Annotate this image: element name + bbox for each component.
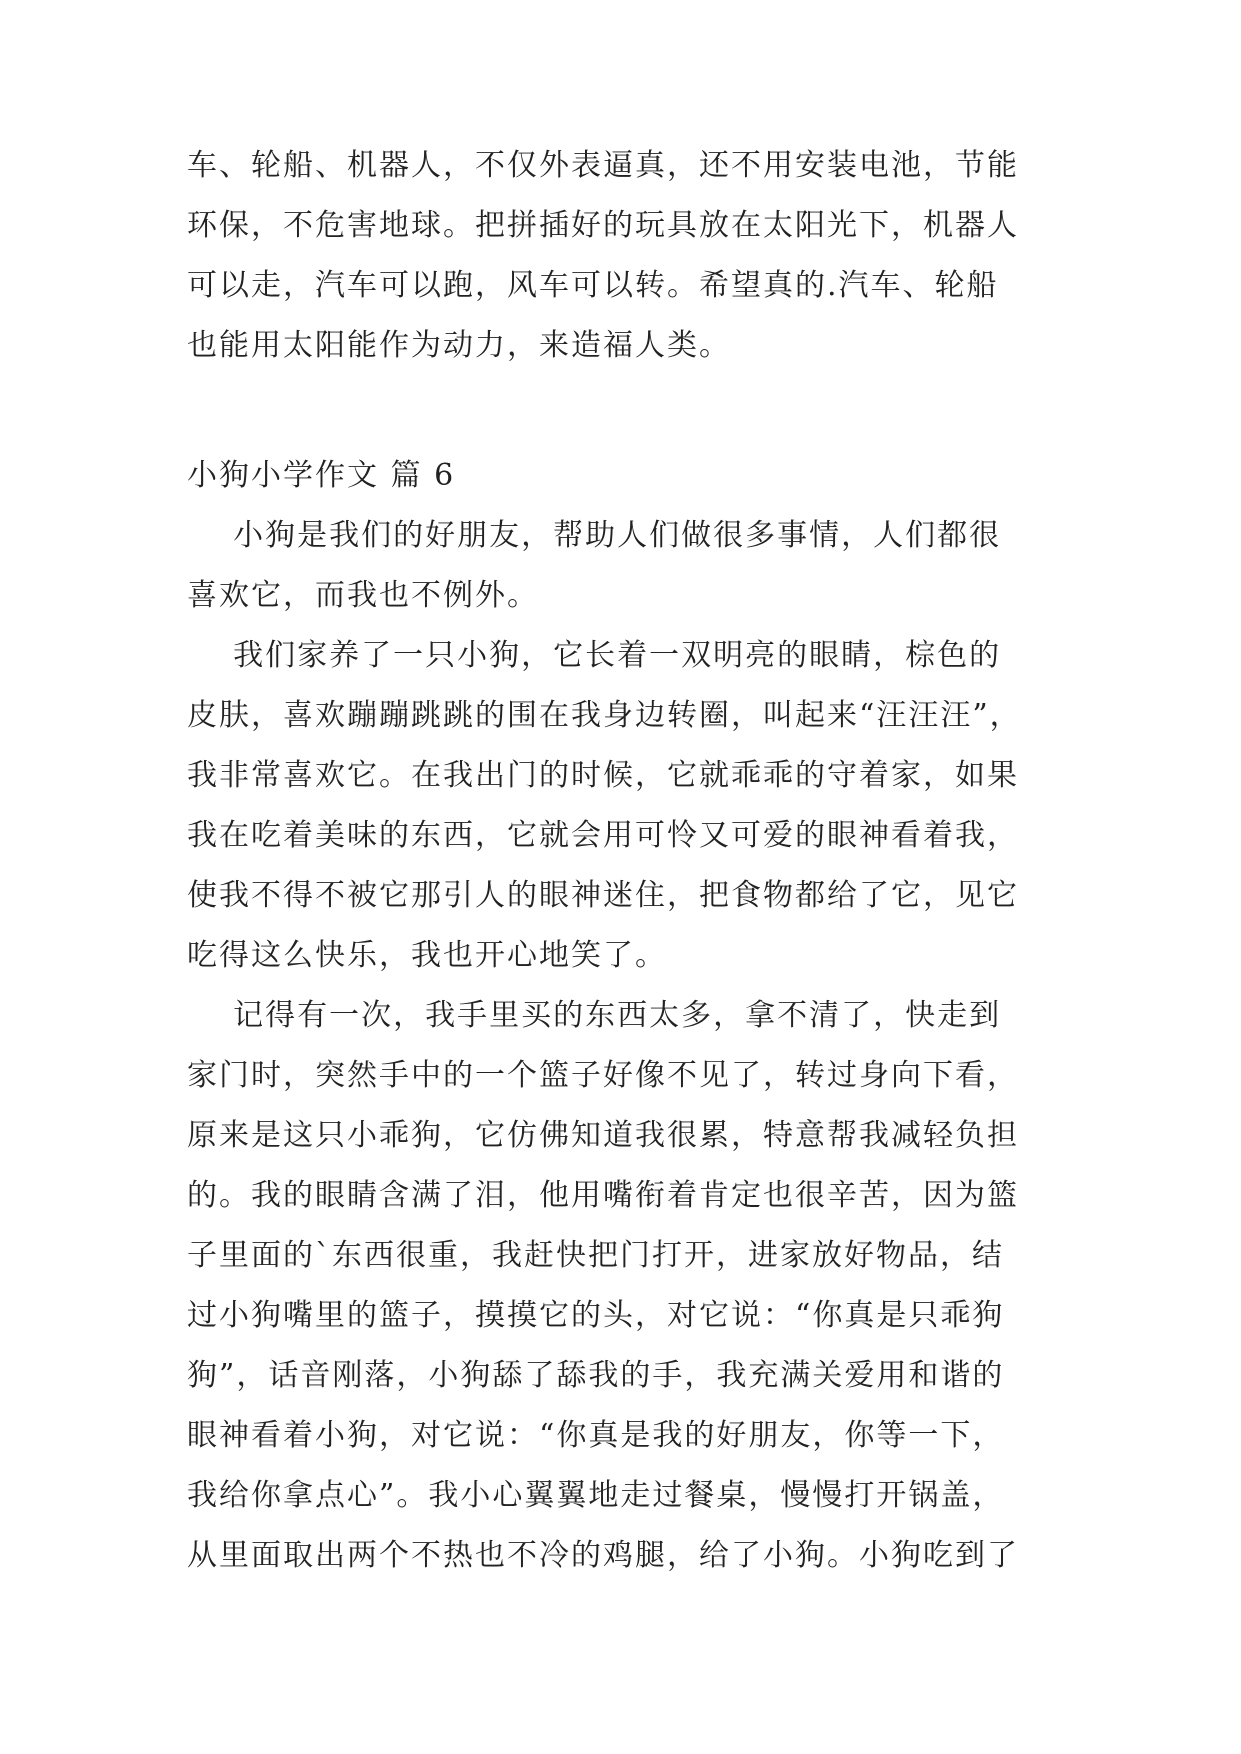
- text-line: 我在吃着美味的东西，它就会用可怜又可爱的眼神看着我，: [187, 818, 1019, 853]
- essay-title: 小狗小学作文 篇 6: [187, 458, 456, 493]
- text-line: 皮肤，喜欢蹦蹦跳跳的围在我身边转圈，叫起来“汪汪汪”，: [187, 698, 1022, 733]
- text-line: 可以走，汽车可以跑，风车可以转。希望真的.汽车、轮船: [187, 268, 999, 303]
- text-line: 记得有一次，我手里买的东西太多，拿不清了，快走到: [187, 998, 1002, 1033]
- text-line: 我们家养了一只小狗，它长着一双明亮的眼睛，棕色的: [187, 638, 1002, 673]
- text-line: 环保，不危害地球。把拼插好的玩具放在太阳光下，机器人: [187, 208, 1019, 243]
- text-line: 眼神看着小狗，对它说：“你真是我的好朋友，你等一下，: [187, 1418, 1005, 1453]
- text-line: 小狗是我们的好朋友，帮助人们做很多事情，人们都很: [187, 518, 1002, 553]
- text-line: 的。我的眼睛含满了泪，他用嘴衔着肯定也很辛苦，因为篮: [187, 1178, 1019, 1213]
- text-line: 也能用太阳能作为动力，来造福人类。: [187, 328, 731, 363]
- text-line: 吃得这么快乐，我也开心地笑了。: [187, 938, 667, 973]
- text-line: 狗”，话音刚落，小狗舔了舔我的手，我充满关爱用和谐的: [187, 1358, 1005, 1393]
- text-line: 原来是这只小乖狗，它仿佛知道我很累，特意帮我减轻负担: [187, 1118, 1019, 1153]
- text-line: 喜欢它，而我也不例外。: [187, 578, 539, 613]
- text-line: 子里面的`东西很重，我赶快把门打开，进家放好物品，结: [187, 1238, 1004, 1273]
- text-line: 家门时，突然手中的一个篮子好像不见了，转过身向下看，: [187, 1058, 1019, 1093]
- text-line: 我非常喜欢它。在我出门的时候，它就乖乖的守着家，如果: [187, 758, 1019, 793]
- intro-paragraph: [187, 136, 1047, 376]
- text-line: 车、轮船、机器人，不仅外表逼真，还不用安装电池，节能: [187, 148, 1019, 183]
- text-line: 我给你拿点心”。我小心翼翼地走过餐桌，慢慢打开锅盖，: [187, 1478, 1005, 1513]
- text-line: 从里面取出两个不热也不冷的鸡腿，给了小狗。小狗吃到了: [187, 1538, 1019, 1573]
- text-line: 使我不得不被它那引人的眼神迷住，把食物都给了它，见它: [187, 878, 1019, 913]
- essay-body: [187, 506, 1047, 1586]
- text-line: 过小狗嘴里的篮子，摸摸它的头，对它说：“你真是只乖狗: [187, 1298, 1005, 1333]
